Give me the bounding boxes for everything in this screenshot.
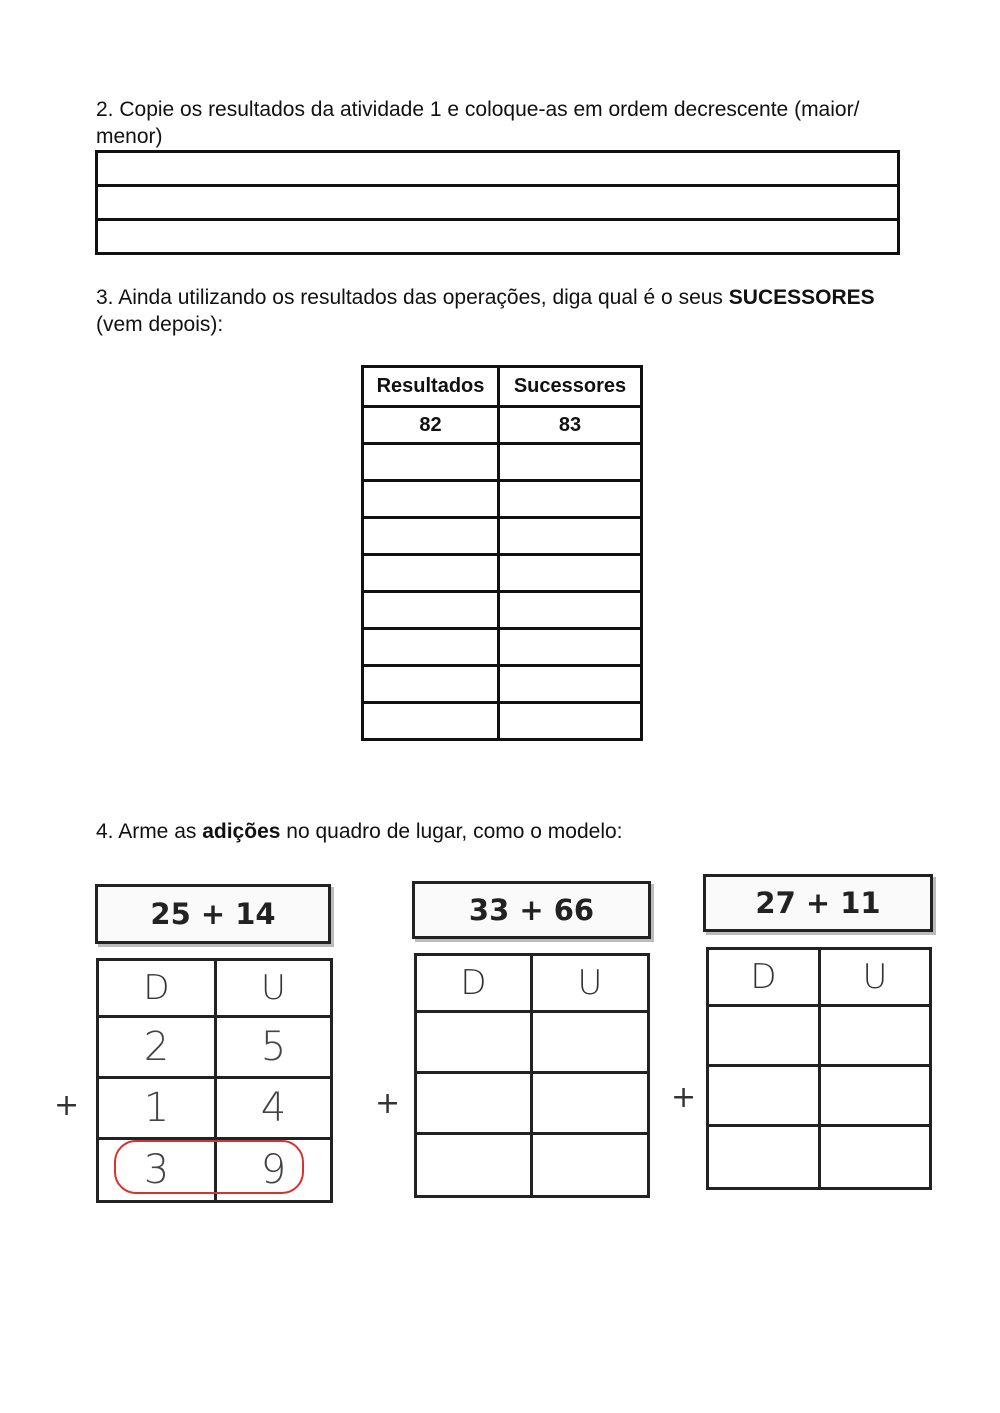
digit-cell[interactable] (416, 1073, 532, 1134)
table-row (363, 444, 642, 481)
digit-cell[interactable] (532, 1073, 649, 1134)
place-value-table-2 (414, 953, 650, 1198)
cell-resultado[interactable] (363, 666, 499, 703)
cell-resultado[interactable] (363, 518, 499, 555)
header-u: U (820, 949, 931, 1006)
header-sucessores: Sucessores (499, 367, 642, 407)
question-4-bold: adições (202, 820, 281, 843)
question-4-text (96, 818, 916, 845)
cell-resultado[interactable] (363, 629, 499, 666)
place-value-table-3 (706, 947, 932, 1190)
question-3-bold: SUCESSORES (728, 286, 875, 309)
table-row (363, 703, 642, 740)
digit-cell[interactable] (532, 1134, 649, 1197)
header-d: D (416, 955, 532, 1012)
cell-sucessor[interactable] (499, 592, 642, 629)
table-row (363, 518, 642, 555)
plus-sign: + (54, 1088, 80, 1123)
question-3-text-a: 3. Ainda utilizando os resultados das operações, diga qual é o seus (96, 286, 729, 309)
digit-cell[interactable] (416, 1134, 532, 1197)
digit-cell[interactable] (708, 1066, 820, 1126)
cell-sucessor[interactable] (499, 666, 642, 703)
cell-sucessor[interactable] (499, 703, 642, 740)
cell-sucessor[interactable] (499, 444, 642, 481)
expression-label-2: 33 + 66 (412, 881, 651, 939)
digit-cell[interactable] (820, 1126, 931, 1189)
digit-cell[interactable] (708, 1126, 820, 1189)
answer-line[interactable] (97, 152, 899, 186)
question-2-text: 2. Copie os resultados da atividade 1 e coloque-as em ordem decrescente (maior/ menor) (96, 98, 860, 148)
table-row (363, 407, 642, 444)
header-resultados: Resultados (363, 367, 499, 407)
cell-sucessor[interactable] (499, 629, 642, 666)
question-3-text (96, 284, 916, 338)
header-d: D (708, 949, 820, 1006)
digit-cell[interactable] (532, 1012, 649, 1073)
cell-resultado[interactable]: 82 (363, 407, 499, 444)
plus-sign: + (375, 1086, 401, 1121)
digit-u: 4 (216, 1078, 332, 1139)
table-row (363, 481, 642, 518)
cell-sucessor[interactable]: 83 (499, 407, 642, 444)
answer-lines-box (95, 150, 900, 255)
cell-sucessor[interactable] (499, 481, 642, 518)
cell-resultado[interactable] (363, 703, 499, 740)
successors-table (361, 365, 643, 741)
table-row (363, 629, 642, 666)
digit-d: 1 (98, 1078, 216, 1139)
digit-d: 3 (98, 1139, 216, 1202)
header-d: D (98, 960, 216, 1017)
expression-label-model: 25 + 14 (95, 884, 331, 944)
question-4-text-b: no quadro de lugar, como o modelo: (280, 820, 623, 843)
question-3-text-b: (vem depois): (96, 313, 224, 336)
expression-label-3: 27 + 11 (703, 874, 933, 932)
cell-resultado[interactable] (363, 481, 499, 518)
answer-circle-highlight (114, 1140, 304, 1194)
table-row (363, 555, 642, 592)
digit-cell[interactable] (820, 1006, 931, 1066)
header-u: U (216, 960, 332, 1017)
plus-sign: + (671, 1080, 697, 1115)
cell-sucessor[interactable] (499, 518, 642, 555)
digit-d: 2 (98, 1017, 216, 1078)
table-row (363, 592, 642, 629)
cell-resultado[interactable] (363, 444, 499, 481)
answer-line[interactable] (97, 220, 899, 254)
answer-line[interactable] (97, 186, 899, 220)
cell-resultado[interactable] (363, 592, 499, 629)
table-row (363, 666, 642, 703)
digit-cell[interactable] (708, 1006, 820, 1066)
digit-cell[interactable] (820, 1066, 931, 1126)
question-4-text-a: 4. Arme as (96, 820, 203, 843)
digit-cell[interactable] (416, 1012, 532, 1073)
digit-u: 5 (216, 1017, 332, 1078)
cell-sucessor[interactable] (499, 555, 642, 592)
cell-resultado[interactable] (363, 555, 499, 592)
digit-u: 9 (216, 1139, 332, 1202)
header-u: U (532, 955, 649, 1012)
